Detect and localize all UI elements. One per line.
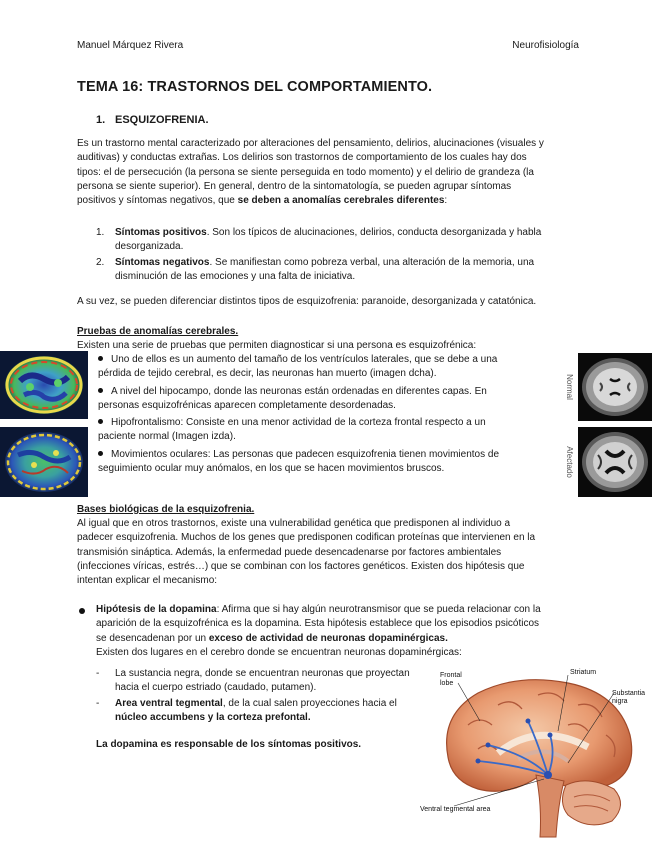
bullet-icon [98,388,103,393]
bullet-text: Hipofrontalismo: Consiste en una menor actividad de la corteza frontal respecto a un [111,417,486,428]
place-dash: - [96,698,100,709]
header-subject: Neurofisiología [512,40,579,51]
section-heading: ESQUIZOFRENIA. [115,114,209,126]
conclusion: La dopamina es responsable de los síntomas positivos. [96,739,362,750]
header-author: Manuel Márquez Rivera [77,40,184,51]
hypothesis-line: Existen dos lugares en el cerebro donde se encuentran neuronas dopaminérgicas: [96,646,462,658]
pruebas-bullet [98,353,543,382]
bases-line: intentan explicar el mecanismo: [77,575,218,587]
bases-heading: Bases biológicas de la esquizofrenia. [77,504,255,515]
label-vta: Ventral tegmental area [420,806,491,813]
place-item [115,697,435,726]
bases-line: Al igual que en otros trastornos, existe una vulnerabilidad genética que predisponen al individuo a [77,518,511,529]
symptom-number: 2. [96,257,105,268]
intro-text: positivos y síntomas negativos, que [77,195,238,207]
pruebas-bullet [98,448,543,477]
hypothesis-line: aparición de la esquizofrénica es la dopamina. Esta hipótesis establece que los episodios psicóticos [96,618,540,630]
label-frontal: Frontal [440,672,462,679]
symptom-number: 1. [96,227,105,238]
dopamine-pathways-illustration [418,665,653,843]
place-text: , de la cual salen proyecciones hacia el [222,698,397,709]
hypothesis-line [96,603,586,617]
intro-end: : [444,195,448,207]
hypothesis-bullet-icon [79,608,85,614]
intro-paragraph [77,137,582,208]
hypothesis-bold: exceso de actividad de neuronas dopaminérgicas. [208,632,448,644]
mri-affected-label: Afectado [565,446,574,478]
bases-line: padecer esquizofrenia. Muchos de los genes que predisponen codifican proteínas que intervienen en la [77,532,536,544]
pet-scan-affected-image [0,427,88,497]
symptom-item [115,226,585,255]
hypothesis-line [96,632,586,646]
intro-line: persona se siente superior). En general, dentro de la sintomatología, se pueden agrupar síntomas [77,180,512,192]
bases-paragraph [77,517,582,588]
symptom-text: disminución de las emociones y una falta de iniciativa. [115,271,356,283]
place-text: núcleo accumbens y la corteza prefontal. [115,712,311,724]
section-number: 1. [96,114,106,126]
place-text: La sustancia negra, donde se encuentran neuronas que proyectan [115,668,410,679]
pruebas-intro: Existen una serie de pruebas que permiten diagnosticar si una persona es esquizofrénica: [77,340,477,351]
place-item [115,667,435,696]
intro-line: tipos: el de persecución (la persona se siente perseguida en todo momento) y el delirio de grandeza (la [77,166,534,178]
bullet-icon [98,419,103,424]
label-nigra: nigra [612,698,628,705]
hypothesis-block [96,603,586,660]
symptom-item [115,256,585,285]
pruebas-heading: Pruebas de anomalías cerebrales. [77,326,239,337]
bullet-text: seguimiento ocular muy anómalos, en los que se hacen movimientos bruscos. [98,463,445,475]
symptom-text: . Se manifiestan como pobreza verbal, una alteración de la memoria, una [209,257,535,268]
page-title: TEMA 16: TRASTORNOS DEL COMPORTAMIENTO. [77,79,433,95]
bullet-text: Movimientos oculares: Las personas que padecen esquizofrenia tienen movimientos de [111,449,500,460]
symptom-label: Síntomas negativos [115,257,210,268]
hypothesis-text: : Afirma que si hay algún neurotransmisor que se pueda relacionar con la [216,604,541,615]
symptom-text: desorganizada. [115,241,184,253]
bullet-text: A nivel del hipocampo, donde las neuronas están ordenadas en diferentes capas. En [111,386,487,397]
symptom-label: Síntomas positivos [115,227,207,238]
intro-line: auditivas) y conductas extrañas. Los delirios son trastornos de comportamiento de los cuales hay dos [77,152,527,164]
mri-normal-image [560,353,652,421]
bases-line: transmisión sináptica. Además, la enfermedad puede desencadenarse por factores ambientales [77,546,502,558]
bullet-icon [98,356,103,361]
pruebas-bullet [98,416,543,445]
label-lobe: lobe [440,680,454,687]
intro-bold: se deben a anomalías cerebrales diferentes [237,195,445,207]
place-label: Area ventral tegmental [115,698,223,709]
intro-line: Es un trastorno mental caracterizado por alteraciones del pensamiento, delirios, alucinaciones (visuales y [77,138,544,149]
mri-affected-image [560,427,652,497]
intro-line-last [77,194,582,208]
mri-normal-label: Normal [565,374,574,400]
bullet-text: pérdida de tejido cerebral, es decir, las neuronas han muerto (imagen dcha). [98,368,437,380]
pet-scan-normal-image [0,351,88,419]
bullet-text: personas esquizofrénicas aparecen completamente desordenadas. [98,400,396,412]
pruebas-bullet [98,385,543,414]
bullet-icon [98,451,103,456]
place-dash: - [96,668,100,679]
label-substantia: Substantia [612,690,646,697]
bullet-text: paciente normal (Imagen izda). [98,431,236,443]
label-striatum: Striatum [570,669,597,676]
place-text: hacia el cuerpo estriado (caudado, putamen). [115,682,317,694]
bullet-text: Uno de ellos es un aumento del tamaño de los ventrículos laterales, que se debe a una [111,354,498,365]
hypothesis-label: Hipótesis de la dopamina [96,604,217,615]
hypothesis-text: se desencadenan por un [96,632,209,644]
types-paragraph: A su vez, se pueden diferenciar distintos tipos de esquizofrenia: paranoide, desorganizada y catatónica. [77,296,537,307]
symptom-text: . Son los típicos de alucinaciones, delirios, conducta desorganizada y habla [206,227,542,238]
bases-line: (infecciones víricas, estrés…) que se combinan con los factores genéticos. Existen dos hipótesis que [77,560,525,572]
